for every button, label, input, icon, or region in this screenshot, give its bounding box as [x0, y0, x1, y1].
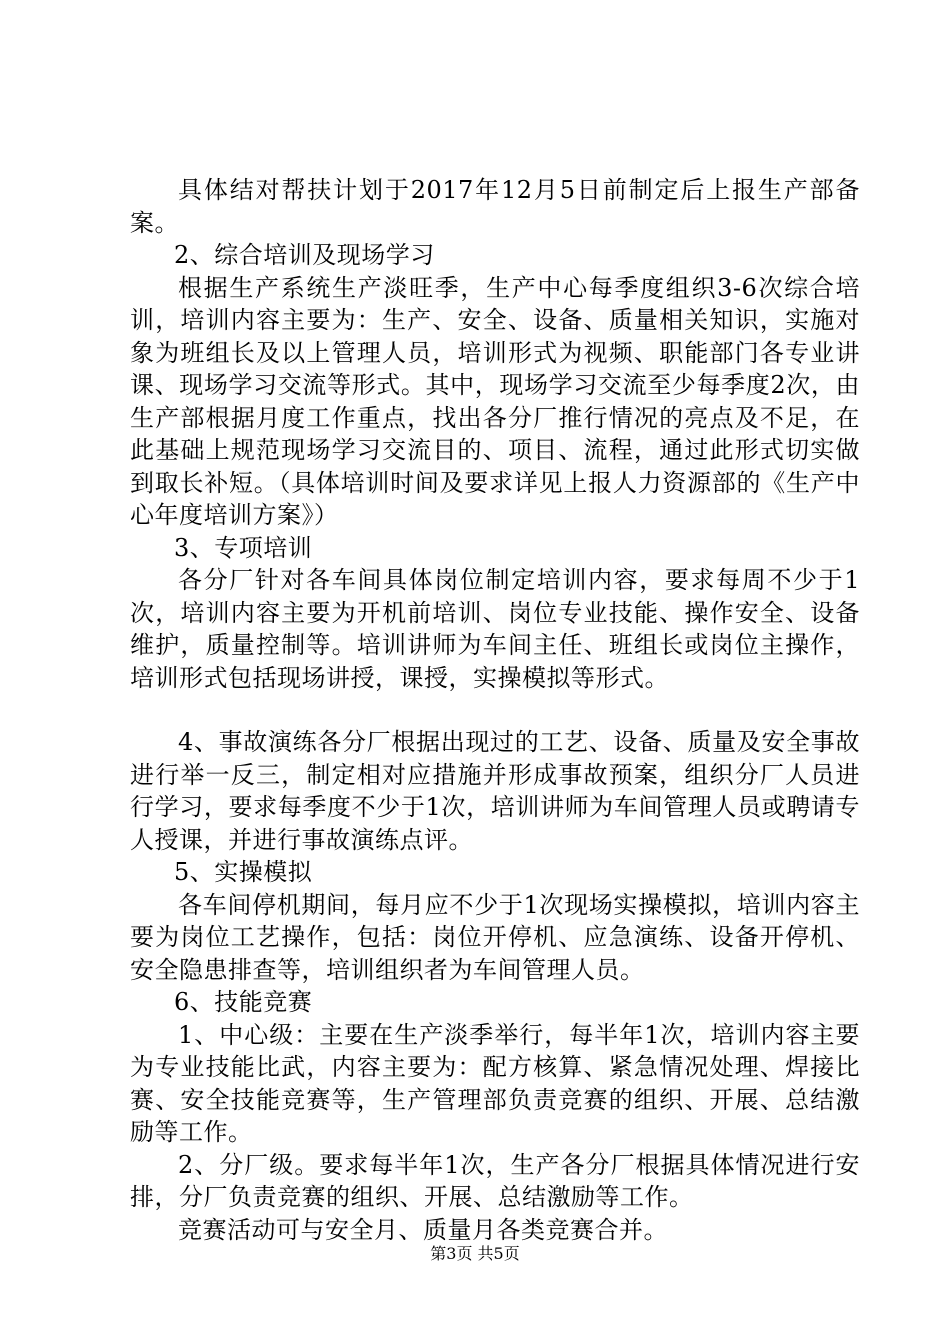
paragraph-practical-simulation: 各车间停机期间，每月应不少于1次现场实操模拟，培训内容主要为岗位工艺操作，包括：岗位开停机、应急演练、设备开停机、安全隐患排查等，培训组织者为车间管理人员。 — [130, 890, 860, 984]
paragraph-competition-merge: 竞赛活动可与安全月、质量月各类竞赛合并。 — [178, 1215, 668, 1244]
paragraph-branch-level: 2、分厂级。要求每半年1次，生产各分厂根据具体情况进行安排，分厂负责竞赛的组织、开展、总结激励等工作。 — [130, 1150, 860, 1211]
heading-skill-competition: 6、技能竞赛 — [174, 988, 313, 1016]
paragraph-center-level: 1、中心级：主要在生产淡季举行，每半年1次，培训内容主要为专业技能比武，内容主要为：配方核算、紧急情况处理、焊接比赛、安全技能竞赛等，生产管理部负责竞赛的组织、开展、总结激励等工作。 — [130, 1020, 860, 1146]
paragraph-comprehensive-training: 根据生产系统生产淡旺季，生产中心每季度组织3-6次综合培训，培训内容主要为：生产、安全、设备、质量相关知识，实施对象为班组长及以上管理人员，培训形式为视频、职能部门各专业讲课、现场学习交流等形式。其中，现场学习交流至少每季度2次，由生产部根据月度工作重点，找出各分厂推行情况的亮点及不足，在此基础上规范现场学习交流目的、项目、流程，通过此形式切实做到取长补短。（具体培训时间及要求详见上报人力资源部的《生产中心年度培训方案》） — [130, 273, 860, 529]
heading-comprehensive-training: 2、综合培训及现场学习 — [174, 241, 435, 269]
paragraph-plan-note: 具体结对帮扶计划于2017年12月5日前制定后上报生产部备案。 — [130, 176, 860, 237]
page-number-footer: 第3页 共5页 — [430, 1244, 520, 1263]
document-body — [130, 174, 860, 1246]
heading-special-training: 3、专项培训 — [174, 533, 313, 562]
paragraph-accident-drill: 4、事故演练各分厂根据出现过的工艺、设备、质量及安全事故进行举一反三，制定相对应措施并形成事故预案，组织分厂人员进行学习，要求每季度不少于1次，培训讲师为车间管理人员或聘请专人授课，并进行事故演练点评。 — [130, 728, 860, 854]
paragraph-special-training: 各分厂针对各车间具体岗位制定培训内容，要求每周不少于1次，培训内容主要为开机前培训、岗位专业技能、操作安全、设备维护，质量控制等。培训讲师为车间主任、班组长或岗位主操作，培训形式包括现场讲授，课授，实操模拟等形式。 — [130, 566, 860, 692]
heading-practical-simulation: 5、实操模拟 — [174, 858, 313, 886]
